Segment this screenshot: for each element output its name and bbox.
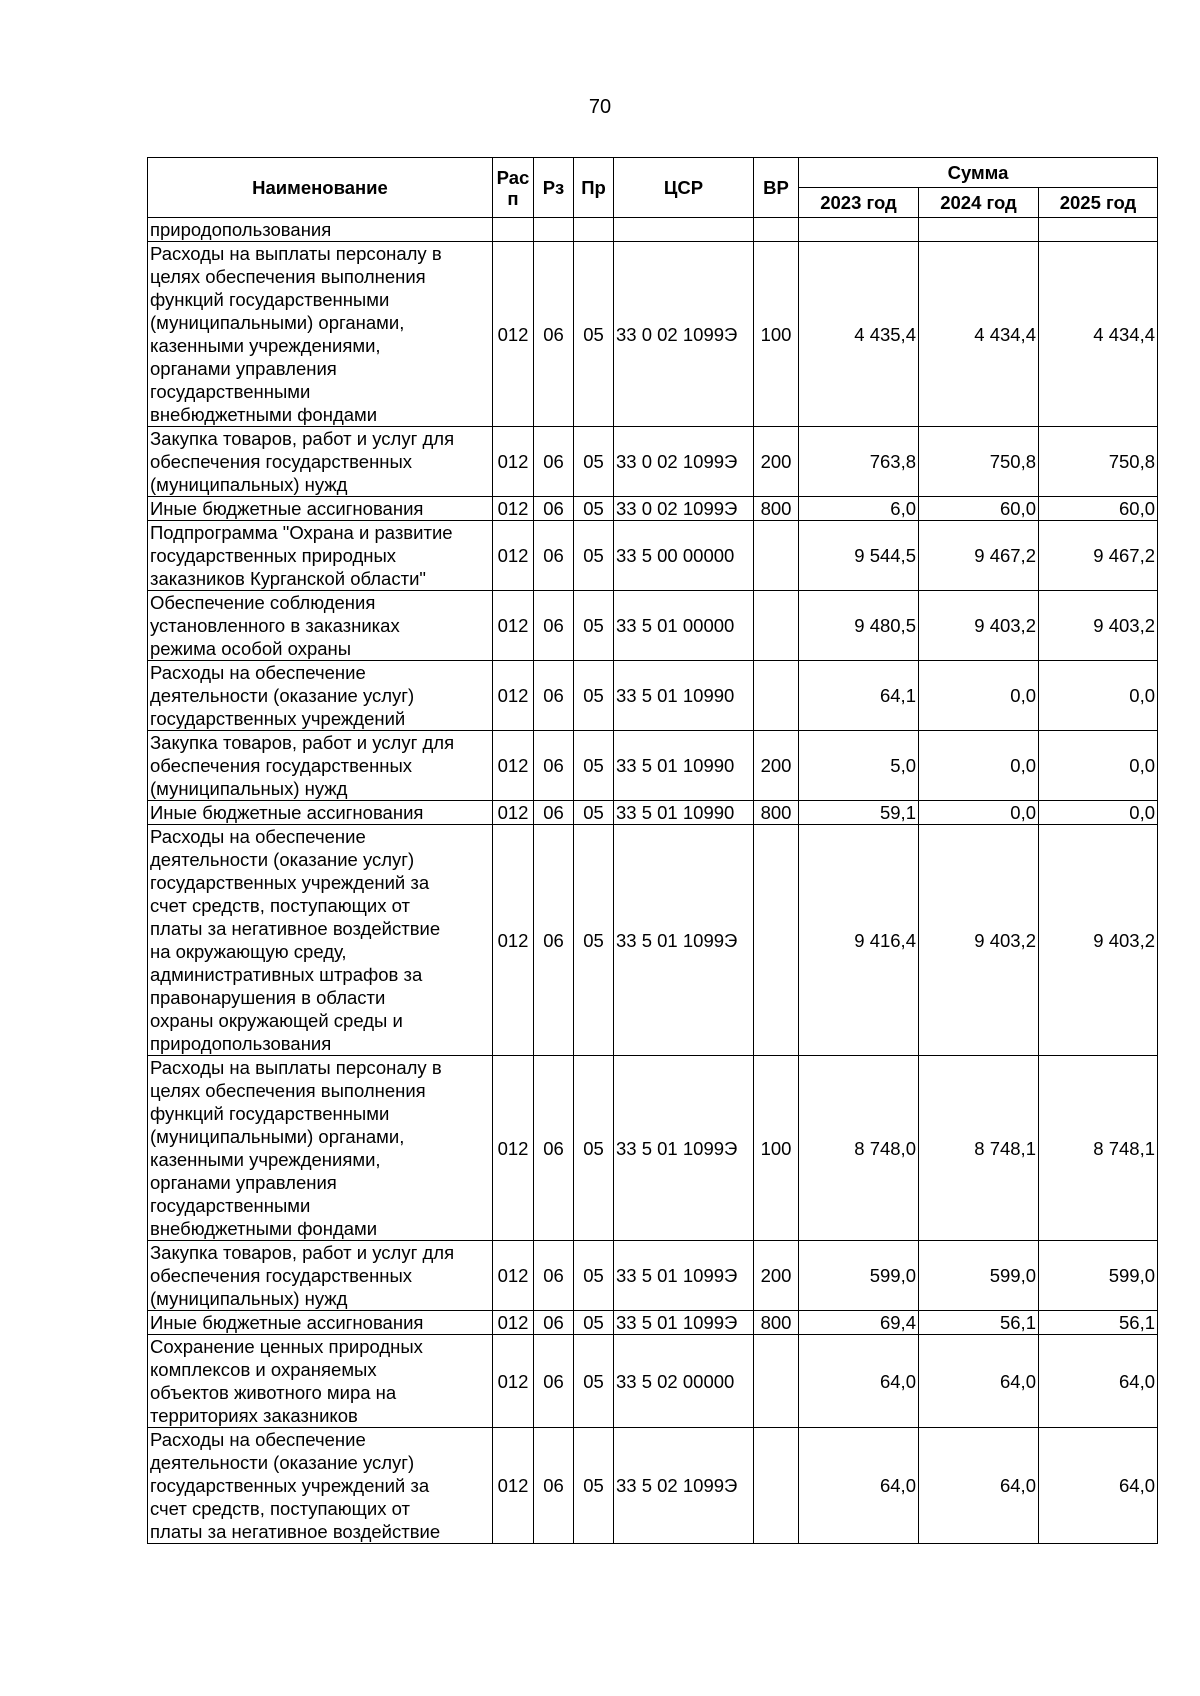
rasp-cell: 012 — [493, 497, 534, 521]
rz-cell: 06 — [534, 801, 574, 825]
csr-cell: 33 5 00 00000 — [614, 521, 754, 591]
amount-2023-cell: 6,0 — [799, 497, 919, 521]
rasp-cell: 012 — [493, 825, 534, 1056]
table-row — [148, 521, 1158, 591]
pr-cell: 05 — [574, 242, 614, 427]
amount-2023-cell: 9 480,5 — [799, 591, 919, 661]
name-cell: Иные бюджетные ассигнования — [148, 1311, 493, 1335]
vr-cell — [754, 218, 799, 242]
pr-cell: 05 — [574, 825, 614, 1056]
name-cell: Расходы на обеспечение деятельности (оказание услуг) государственных учреждений за счет средств, поступающих от платы за негативное воздействие на окружающую среду, административных штрафов за правонарушения в области охраны окружающей среды и природопользования — [148, 825, 493, 1056]
rasp-cell: 012 — [493, 521, 534, 591]
amount-2023-cell: 763,8 — [799, 427, 919, 497]
vr-cell — [754, 825, 799, 1056]
rasp-cell — [493, 218, 534, 242]
csr-cell: 33 5 01 10990 — [614, 801, 754, 825]
pr-cell: 05 — [574, 801, 614, 825]
amount-2024-cell: 8 748,1 — [919, 1056, 1039, 1241]
rz-cell: 06 — [534, 497, 574, 521]
name-cell: Иные бюджетные ассигнования — [148, 801, 493, 825]
pr-cell: 05 — [574, 1335, 614, 1428]
amount-2023-cell: 9 544,5 — [799, 521, 919, 591]
header-year-2023: 2023 год — [799, 188, 919, 218]
rz-cell: 06 — [534, 427, 574, 497]
name-cell: Сохранение ценных природных комплексов и охраняемых объектов животного мира на территориях заказников — [148, 1335, 493, 1428]
amount-2025-cell: 750,8 — [1039, 427, 1158, 497]
csr-cell: 33 5 01 1099Э — [614, 825, 754, 1056]
vr-cell: 800 — [754, 497, 799, 521]
name-cell: природопользования — [148, 218, 493, 242]
vr-cell — [754, 1335, 799, 1428]
pr-cell: 05 — [574, 1241, 614, 1311]
header-year-2025: 2025 год — [1039, 188, 1158, 218]
amount-2024-cell: 0,0 — [919, 801, 1039, 825]
page-number: 70 — [588, 96, 612, 118]
name-cell: Подпрограмма "Охрана и развитие государственных природных заказников Курганской области" — [148, 521, 493, 591]
amount-2024-cell: 0,0 — [919, 731, 1039, 801]
rasp-cell: 012 — [493, 731, 534, 801]
csr-cell: 33 0 02 1099Э — [614, 242, 754, 427]
header-pr: Пр — [574, 158, 614, 218]
amount-2025-cell: 64,0 — [1039, 1428, 1158, 1544]
csr-cell: 33 5 01 1099Э — [614, 1056, 754, 1241]
amount-2024-cell: 64,0 — [919, 1335, 1039, 1428]
pr-cell: 05 — [574, 497, 614, 521]
name-cell: Расходы на обеспечение деятельности (оказание услуг) государственных учреждений — [148, 661, 493, 731]
name-cell: Закупка товаров, работ и услуг для обеспечения государственных (муниципальных) нужд — [148, 427, 493, 497]
pr-cell: 05 — [574, 591, 614, 661]
pr-cell: 05 — [574, 661, 614, 731]
name-cell: Расходы на выплаты персоналу в целях обеспечения выполнения функций государственными (муниципальными) органами, казенными учреждениями, органами управления государственными внебюджетными фондами — [148, 242, 493, 427]
table-row — [148, 661, 1158, 731]
rasp-cell: 012 — [493, 427, 534, 497]
header-rz: Рз — [534, 158, 574, 218]
rasp-cell: 012 — [493, 1056, 534, 1241]
table-row — [148, 1311, 1158, 1335]
rasp-cell: 012 — [493, 661, 534, 731]
rasp-cell: 012 — [493, 1428, 534, 1544]
rz-cell: 06 — [534, 521, 574, 591]
table-row — [148, 427, 1158, 497]
name-cell: Закупка товаров, работ и услуг для обеспечения государственных (муниципальных) нужд — [148, 731, 493, 801]
rz-cell: 06 — [534, 242, 574, 427]
amount-2024-cell: 9 403,2 — [919, 591, 1039, 661]
amount-2024-cell: 0,0 — [919, 661, 1039, 731]
amount-2023-cell — [799, 218, 919, 242]
amount-2024-cell: 64,0 — [919, 1428, 1039, 1544]
rz-cell: 06 — [534, 1428, 574, 1544]
amount-2023-cell: 9 416,4 — [799, 825, 919, 1056]
header-rasp: Рас п — [493, 158, 534, 218]
rasp-cell: 012 — [493, 801, 534, 825]
name-cell: Закупка товаров, работ и услуг для обеспечения государственных (муниципальных) нужд — [148, 1241, 493, 1311]
csr-cell: 33 0 02 1099Э — [614, 427, 754, 497]
amount-2023-cell: 64,0 — [799, 1335, 919, 1428]
rz-cell: 06 — [534, 1056, 574, 1241]
vr-cell — [754, 661, 799, 731]
amount-2024-cell: 9 467,2 — [919, 521, 1039, 591]
vr-cell: 200 — [754, 1241, 799, 1311]
amount-2025-cell: 9 403,2 — [1039, 591, 1158, 661]
amount-2023-cell: 4 435,4 — [799, 242, 919, 427]
pr-cell — [574, 218, 614, 242]
amount-2024-cell: 56,1 — [919, 1311, 1039, 1335]
name-cell: Расходы на выплаты персоналу в целях обеспечения выполнения функций государственными (муниципальными) органами, казенными учреждениями, органами управления государственными внебюджетными фондами — [148, 1056, 493, 1241]
table-row — [148, 731, 1158, 801]
pr-cell: 05 — [574, 1428, 614, 1544]
amount-2025-cell: 0,0 — [1039, 661, 1158, 731]
rz-cell: 06 — [534, 1241, 574, 1311]
amount-2024-cell — [919, 218, 1039, 242]
amount-2025-cell: 9 403,2 — [1039, 825, 1158, 1056]
table-row — [148, 242, 1158, 427]
csr-cell: 33 5 01 1099Э — [614, 1311, 754, 1335]
pr-cell: 05 — [574, 731, 614, 801]
vr-cell: 200 — [754, 427, 799, 497]
amount-2025-cell: 0,0 — [1039, 801, 1158, 825]
vr-cell — [754, 591, 799, 661]
rasp-cell: 012 — [493, 1311, 534, 1335]
rasp-cell: 012 — [493, 591, 534, 661]
pr-cell: 05 — [574, 1056, 614, 1241]
amount-2025-cell: 64,0 — [1039, 1335, 1158, 1428]
amount-2023-cell: 64,1 — [799, 661, 919, 731]
csr-cell: 33 5 01 1099Э — [614, 1241, 754, 1311]
vr-cell: 100 — [754, 1056, 799, 1241]
amount-2024-cell: 4 434,4 — [919, 242, 1039, 427]
rz-cell — [534, 218, 574, 242]
rasp-cell: 012 — [493, 1335, 534, 1428]
amount-2025-cell: 599,0 — [1039, 1241, 1158, 1311]
csr-cell: 33 5 02 00000 — [614, 1335, 754, 1428]
table-row — [148, 591, 1158, 661]
header-csr: ЦСР — [614, 158, 754, 218]
amount-2025-cell — [1039, 218, 1158, 242]
name-cell: Иные бюджетные ассигнования — [148, 497, 493, 521]
csr-cell: 33 5 02 1099Э — [614, 1428, 754, 1544]
table-row — [148, 218, 1158, 242]
name-cell: Обеспечение соблюдения установленного в заказниках режима особой охраны — [148, 591, 493, 661]
csr-cell: 33 5 01 00000 — [614, 591, 754, 661]
csr-cell: 33 5 01 10990 — [614, 731, 754, 801]
amount-2024-cell: 599,0 — [919, 1241, 1039, 1311]
header-summa: Сумма — [799, 158, 1158, 188]
rasp-cell: 012 — [493, 242, 534, 427]
amount-2024-cell: 60,0 — [919, 497, 1039, 521]
rz-cell: 06 — [534, 1311, 574, 1335]
rz-cell: 06 — [534, 661, 574, 731]
rz-cell: 06 — [534, 825, 574, 1056]
amount-2025-cell: 60,0 — [1039, 497, 1158, 521]
csr-cell — [614, 218, 754, 242]
amount-2023-cell: 599,0 — [799, 1241, 919, 1311]
table-body — [148, 218, 1158, 1544]
csr-cell: 33 5 01 10990 — [614, 661, 754, 731]
vr-cell — [754, 1428, 799, 1544]
header-vr: ВР — [754, 158, 799, 218]
rz-cell: 06 — [534, 591, 574, 661]
amount-2023-cell: 5,0 — [799, 731, 919, 801]
table-row — [148, 825, 1158, 1056]
table-row — [148, 801, 1158, 825]
vr-cell: 100 — [754, 242, 799, 427]
amount-2023-cell: 59,1 — [799, 801, 919, 825]
table-row — [148, 1056, 1158, 1241]
amount-2025-cell: 4 434,4 — [1039, 242, 1158, 427]
name-cell: Расходы на обеспечение деятельности (оказание услуг) государственных учреждений за счет средств, поступающих от платы за негативное воздействие — [148, 1428, 493, 1544]
vr-cell — [754, 521, 799, 591]
table-row — [148, 1428, 1158, 1544]
csr-cell: 33 0 02 1099Э — [614, 497, 754, 521]
amount-2024-cell: 750,8 — [919, 427, 1039, 497]
vr-cell: 800 — [754, 1311, 799, 1335]
pr-cell: 05 — [574, 521, 614, 591]
header-year-2024: 2024 год — [919, 188, 1039, 218]
table-row — [148, 1241, 1158, 1311]
rz-cell: 06 — [534, 1335, 574, 1428]
pr-cell: 05 — [574, 427, 614, 497]
rasp-cell: 012 — [493, 1241, 534, 1311]
table-row — [148, 1335, 1158, 1428]
budget-table — [147, 157, 1158, 1544]
table-row — [148, 497, 1158, 521]
table-header — [148, 158, 1158, 218]
amount-2025-cell: 8 748,1 — [1039, 1056, 1158, 1241]
amount-2025-cell: 56,1 — [1039, 1311, 1158, 1335]
amount-2023-cell: 8 748,0 — [799, 1056, 919, 1241]
amount-2023-cell: 64,0 — [799, 1428, 919, 1544]
rz-cell: 06 — [534, 731, 574, 801]
vr-cell: 200 — [754, 731, 799, 801]
amount-2024-cell: 9 403,2 — [919, 825, 1039, 1056]
vr-cell: 800 — [754, 801, 799, 825]
amount-2025-cell: 0,0 — [1039, 731, 1158, 801]
pr-cell: 05 — [574, 1311, 614, 1335]
amount-2023-cell: 69,4 — [799, 1311, 919, 1335]
amount-2025-cell: 9 467,2 — [1039, 521, 1158, 591]
header-name: Наименование — [148, 158, 493, 218]
